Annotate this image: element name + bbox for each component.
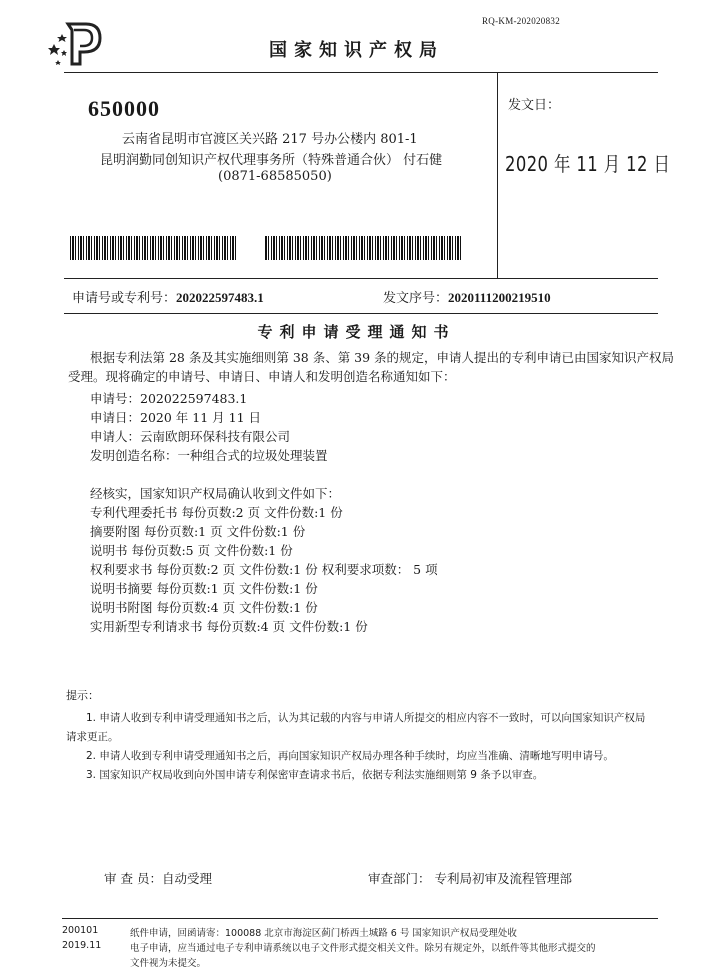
send-date-label: 发文日： [508, 98, 561, 113]
file-item: 权利要求书 每份页数:2 页 文件份数:1 份 权利要求项数： 5 项 [90, 562, 438, 577]
file-item: 专利代理委托书 每份页数:2 页 文件份数:1 份 [90, 505, 343, 520]
hint-item: 1. 申请人收到专利申请受理通知书之后，认为其记载的内容与申请人所提交的相应内容不一致时，可以向国家知识产权局 [86, 712, 646, 724]
hint-item: 3. 国家知识产权局收到向外国申请专利保密审查请求书后，依据专利法实施细则第 9 条予以审查。 [86, 769, 544, 781]
footer-code-2: 2019.11 [62, 940, 102, 951]
barcode-left [70, 236, 238, 260]
footer-code-1: 200101 [62, 925, 99, 936]
notice-title: 专利申请受理通知书 [257, 323, 456, 341]
frame-mid-line [64, 278, 658, 279]
document-code: RQ-KM-202020832 [482, 16, 560, 26]
footer-line [62, 918, 658, 919]
footer-paper-note: 纸件申请，回函请寄：100088 北京市海淀区蓟门桥西土城路 6 号 国家知识产权局受理处收 [130, 928, 517, 939]
send-date: 2020 年 11 月 12 日 [505, 152, 671, 176]
invention-title-line: 发明创造名称：一种组合式的垃圾处理装置 [90, 448, 328, 463]
hint-item-continuation: 请求更正。 [66, 731, 119, 743]
examiner-line: 审 查 员：自动受理 [104, 871, 212, 886]
footer-electronic-note-cont: 文件视为未提交。 [130, 958, 207, 969]
hint-item: 2. 申请人收到专利申请受理通知书之后，再向国家知识产权局办理各种手续时，均应当准确、清晰地写明申请号。 [86, 750, 614, 762]
serial-number-label: 发文序号： [383, 291, 449, 306]
files-intro: 经核实，国家知识产权局确认收到文件如下： [90, 486, 341, 501]
file-item: 说明书附图 每份页数:4 页 文件份数:1 份 [90, 600, 318, 615]
applicant-line: 申请人：云南欧朗环保科技有限公司 [90, 429, 291, 444]
notice-paragraph-line2: 受理。现将确定的申请号、申请日、申请人和发明创造名称通知如下： [68, 369, 456, 384]
recipient-address: 云南省昆明市官渡区关兴路 217 号办公楼内 801-1 [122, 132, 418, 147]
app-number-value: 202022597483.1 [176, 290, 264, 305]
app-number-field [72, 287, 264, 306]
file-item: 说明书摘要 每份页数:1 页 文件份数:1 份 [90, 581, 318, 596]
serial-number-value: 2020111200219510 [448, 290, 551, 305]
barcode-right [265, 236, 461, 260]
notice-paragraph-line1: 根据专利法第 28 条及其实施细则第 38 条、第 39 条的规定，申请人提出的专利申请已由国家知识产权局 [90, 350, 675, 365]
app-number-line: 申请号：202022597483.1 [90, 391, 248, 406]
frame-bottom-line [64, 313, 658, 314]
serial-number-field [383, 287, 551, 306]
file-item: 摘要附图 每份页数:1 页 文件份数:1 份 [90, 524, 306, 539]
file-item: 实用新型专利请求书 每份页数:4 页 文件份数:1 份 [90, 619, 368, 634]
postcode: 650000 [88, 96, 160, 121]
hints-label: 提示： [66, 689, 99, 702]
office-title: 国家知识产权局 [269, 40, 444, 61]
app-number-label: 申请号或专利号： [72, 291, 177, 306]
app-date-line: 申请日：2020 年 11 月 11 日 [90, 410, 261, 425]
frame-top-line [64, 72, 658, 73]
recipient-agency: 昆明润勤同创知识产权代理事务所（特殊普通合伙） 付石健 [100, 153, 443, 168]
frame-divider-vertical [497, 72, 498, 278]
department-line: 审查部门： 专利局初审及流程管理部 [368, 871, 572, 886]
recipient-phone: (0871-68585050) [218, 169, 332, 184]
footer-electronic-note: 电子申请，应当通过电子专利申请系统以电子文件形式提交相关文件。除另有规定外，以纸件等其他形式提交的 [130, 943, 596, 954]
file-item: 说明书 每份页数:5 页 文件份数:1 份 [90, 543, 293, 558]
